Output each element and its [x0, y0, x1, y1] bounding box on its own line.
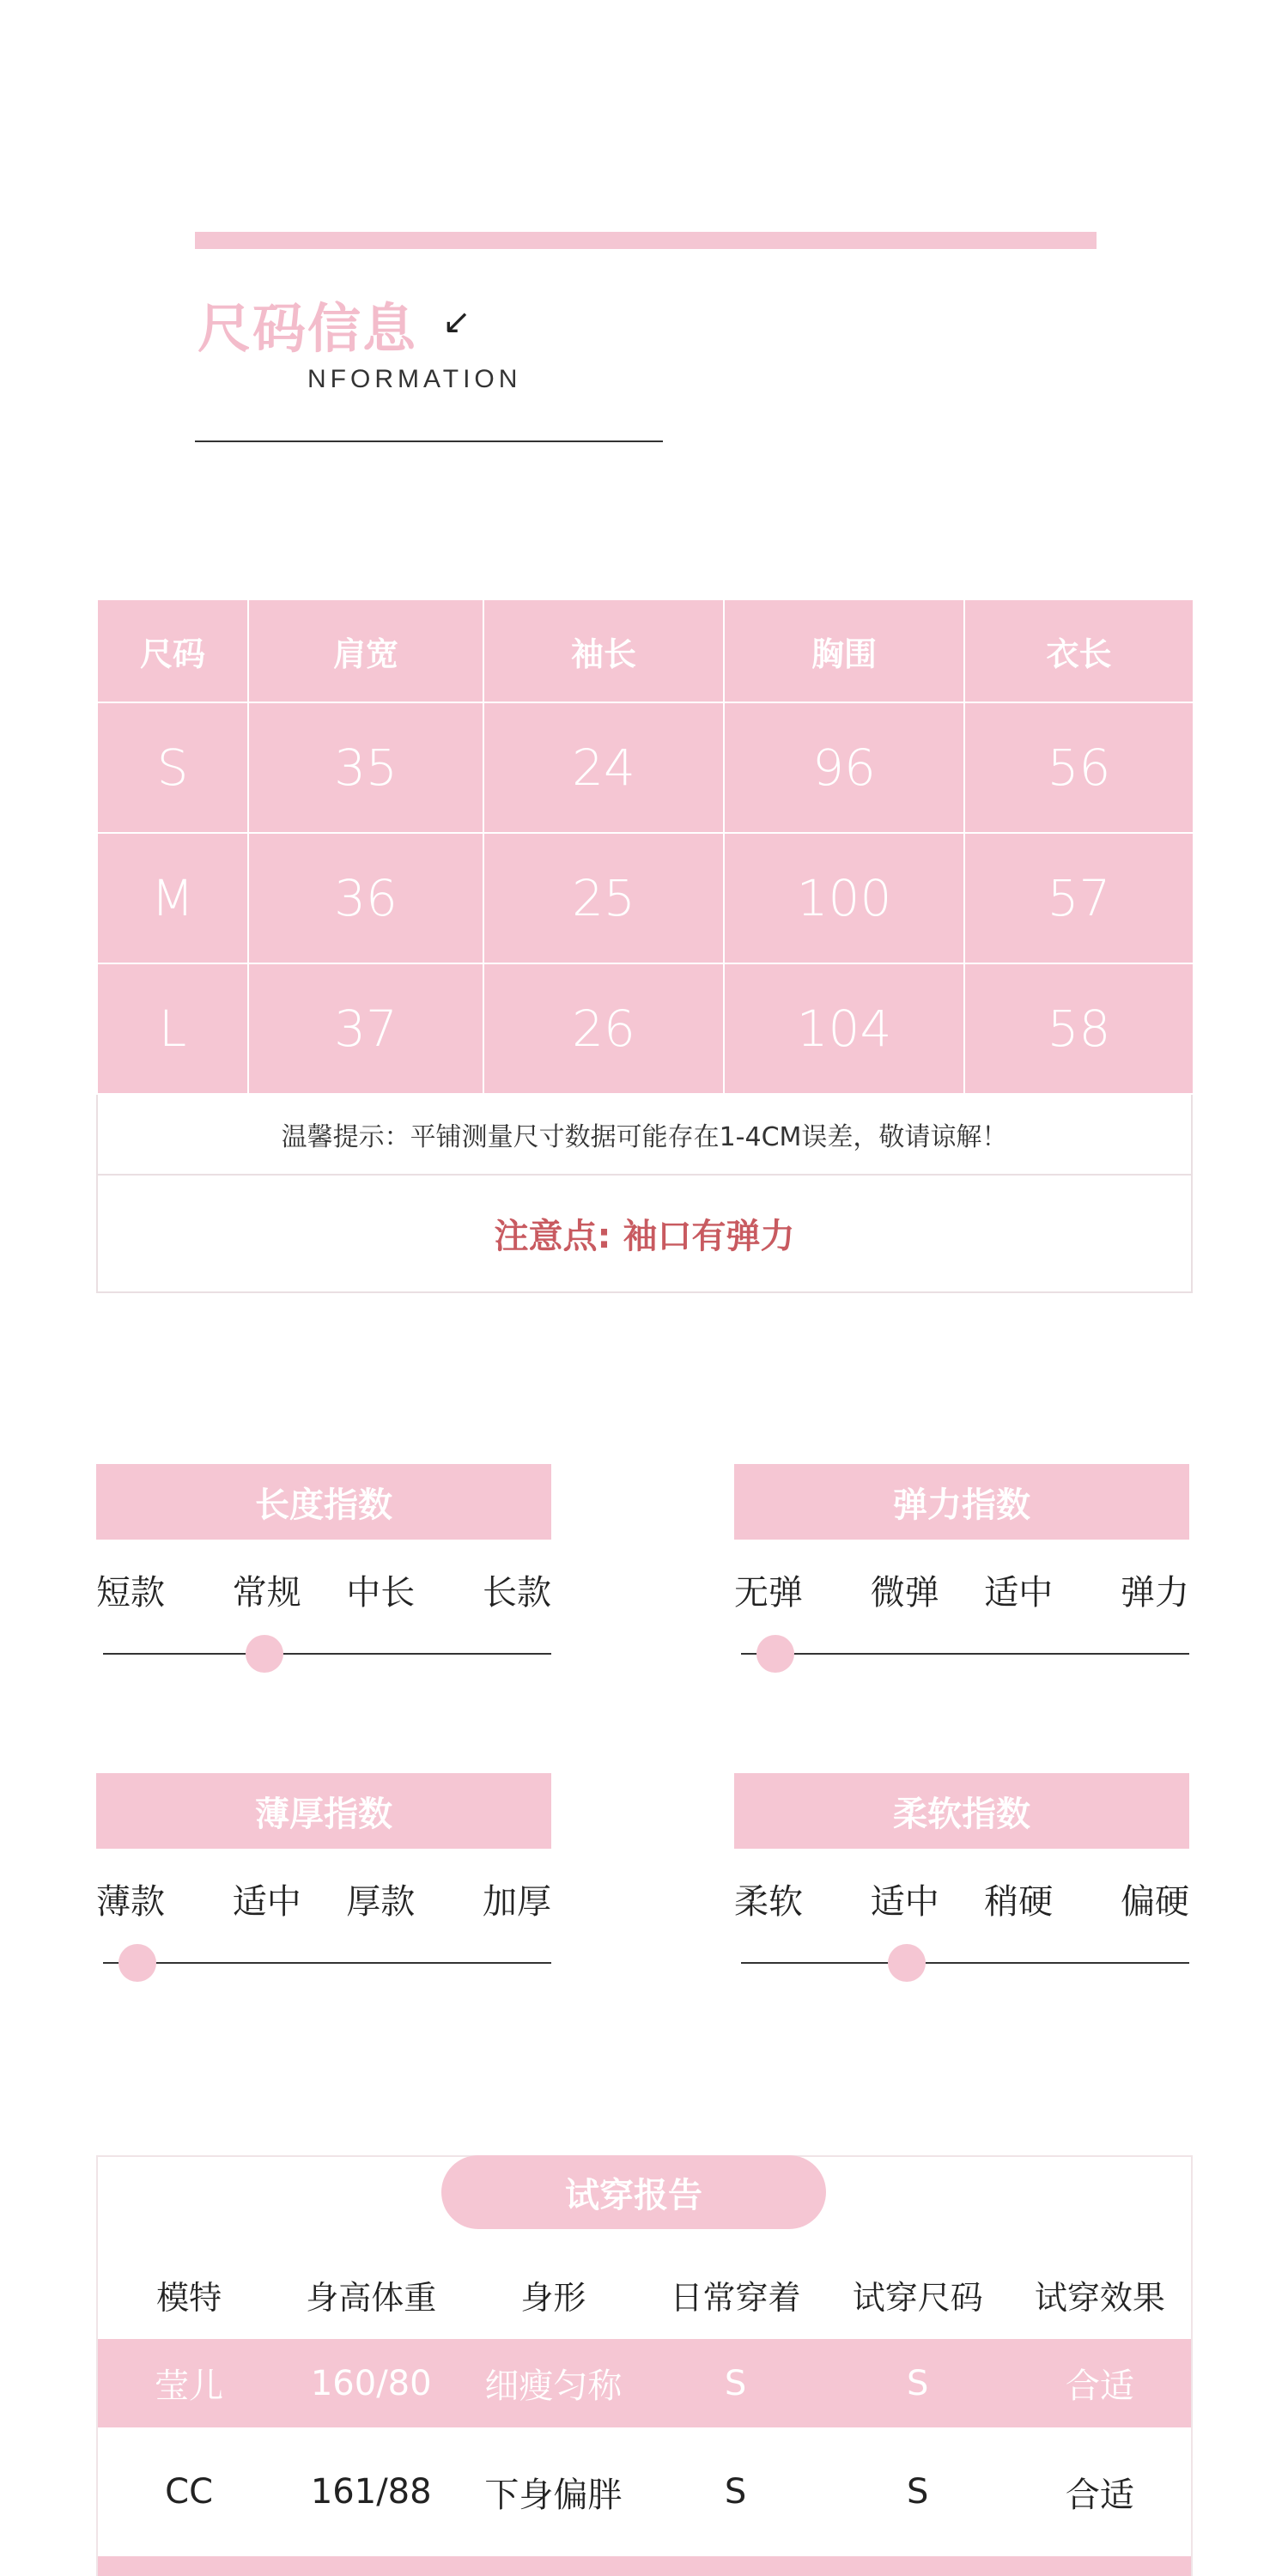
report-title: 试穿报告	[441, 2155, 826, 2229]
section-subtitle: NFORMATION	[307, 365, 522, 393]
report-row	[98, 2339, 1191, 2427]
size-table	[96, 598, 1194, 1095]
size-cell: 100	[724, 833, 964, 963]
index-labels	[734, 1565, 1189, 1614]
size-cell: 56	[964, 702, 1194, 833]
index-softness	[734, 1773, 1189, 1982]
index-marker	[118, 1944, 156, 1982]
size-cell: L	[97, 963, 248, 1094]
size-table-header: 尺码	[97, 599, 248, 702]
index-label: 微弹	[870, 1573, 939, 1613]
size-chart	[96, 598, 1193, 1293]
index-length	[96, 1464, 551, 1673]
index-title: 柔软指数	[734, 1773, 1189, 1849]
index-scale	[734, 1944, 1189, 1982]
index-labels	[96, 1874, 551, 1923]
size-cell: 37	[248, 963, 483, 1094]
size-table-header: 衣长	[964, 599, 1194, 702]
header-top-bar	[195, 232, 1097, 249]
report-cell: 合适	[1009, 2339, 1191, 2427]
index-labels	[96, 1565, 551, 1614]
size-cell: 104	[724, 963, 964, 1094]
report-row	[98, 2427, 1191, 2556]
size-cell: S	[97, 702, 248, 833]
index-label: 弹力	[1121, 1573, 1189, 1613]
index-label: 适中	[984, 1573, 1054, 1613]
report-header: 试穿尺码	[852, 2278, 983, 2317]
index-thickness	[96, 1773, 551, 1982]
report-header-row	[98, 2250, 1191, 2339]
measurement-note: 温馨提示：平铺测量尺寸数据可能存在1-4CM误差，敬请谅解！	[96, 1095, 1193, 1176]
attention-note: 注意点: 袖口有弹力	[96, 1176, 1193, 1293]
size-cell: 36	[248, 833, 483, 963]
index-label: 适中	[232, 1882, 301, 1922]
report-header: 模特	[156, 2278, 222, 2317]
report-cell: 合适	[1009, 2427, 1191, 2556]
size-cell: 96	[724, 702, 964, 833]
size-cell: 26	[483, 963, 724, 1094]
size-table-row	[97, 963, 1194, 1094]
report-header: 试穿效果	[1034, 2278, 1165, 2317]
report-cell: S	[644, 2427, 826, 2556]
index-scale	[96, 1635, 551, 1673]
report-cell: 莹儿	[98, 2339, 280, 2427]
index-label: 厚款	[346, 1882, 416, 1922]
index-marker	[756, 1635, 794, 1673]
report-cell: S	[644, 2339, 826, 2427]
report-cell-partial	[98, 2556, 1191, 2576]
size-cell: M	[97, 833, 248, 963]
section-title: 尺码信息	[197, 297, 418, 360]
index-scale	[734, 1635, 1189, 1673]
index-scale-line	[103, 1653, 551, 1655]
index-scale	[96, 1944, 551, 1982]
try-on-report	[96, 2155, 1193, 2576]
index-label: 适中	[870, 1882, 939, 1922]
index-marker	[246, 1635, 283, 1673]
size-cell: 57	[964, 833, 1194, 963]
report-cell: S	[827, 2339, 1009, 2427]
report-header: 身高体重	[306, 2278, 437, 2317]
index-label: 中长	[346, 1573, 416, 1613]
report-cell: 下身偏胖	[462, 2427, 644, 2556]
size-table-row	[97, 702, 1194, 833]
index-label: 短款	[96, 1573, 165, 1613]
index-elasticity	[734, 1464, 1189, 1673]
size-table-row	[97, 833, 1194, 963]
header-divider	[195, 440, 663, 442]
index-labels	[734, 1874, 1189, 1923]
index-title: 弹力指数	[734, 1464, 1189, 1540]
index-label: 薄款	[96, 1882, 165, 1922]
index-title: 薄厚指数	[96, 1773, 551, 1849]
report-cell: 161/88	[280, 2427, 462, 2556]
size-cell: 35	[248, 702, 483, 833]
report-cell: 160/80	[280, 2339, 462, 2427]
size-table-header: 袖长	[483, 599, 724, 702]
size-cell: 58	[964, 963, 1194, 1094]
report-cell: 细瘦匀称	[462, 2339, 644, 2427]
index-label: 加厚	[483, 1882, 551, 1922]
arrow-icon: ↙	[442, 302, 471, 342]
index-label: 常规	[232, 1573, 301, 1613]
report-header: 日常穿着	[670, 2278, 801, 2317]
index-label: 稍硬	[984, 1882, 1054, 1922]
index-label: 长款	[483, 1573, 551, 1613]
index-label: 柔软	[734, 1882, 803, 1922]
index-label: 偏硬	[1121, 1882, 1189, 1922]
index-label: 无弹	[734, 1573, 803, 1613]
size-table-header: 肩宽	[248, 599, 483, 702]
index-scale-line	[741, 1653, 1189, 1655]
report-cell: S	[827, 2427, 1009, 2556]
report-row-partial	[98, 2556, 1191, 2576]
size-table-header: 胸围	[724, 599, 964, 702]
index-title: 长度指数	[96, 1464, 551, 1540]
size-cell: 25	[483, 833, 724, 963]
index-scale-line	[741, 1962, 1189, 1964]
size-table-header-row	[97, 599, 1194, 702]
index-scale-line	[103, 1962, 551, 1964]
report-cell: CC	[98, 2427, 280, 2556]
report-header: 身形	[520, 2278, 586, 2317]
size-cell: 24	[483, 702, 724, 833]
report-table	[98, 2250, 1191, 2576]
index-marker	[888, 1944, 926, 1982]
